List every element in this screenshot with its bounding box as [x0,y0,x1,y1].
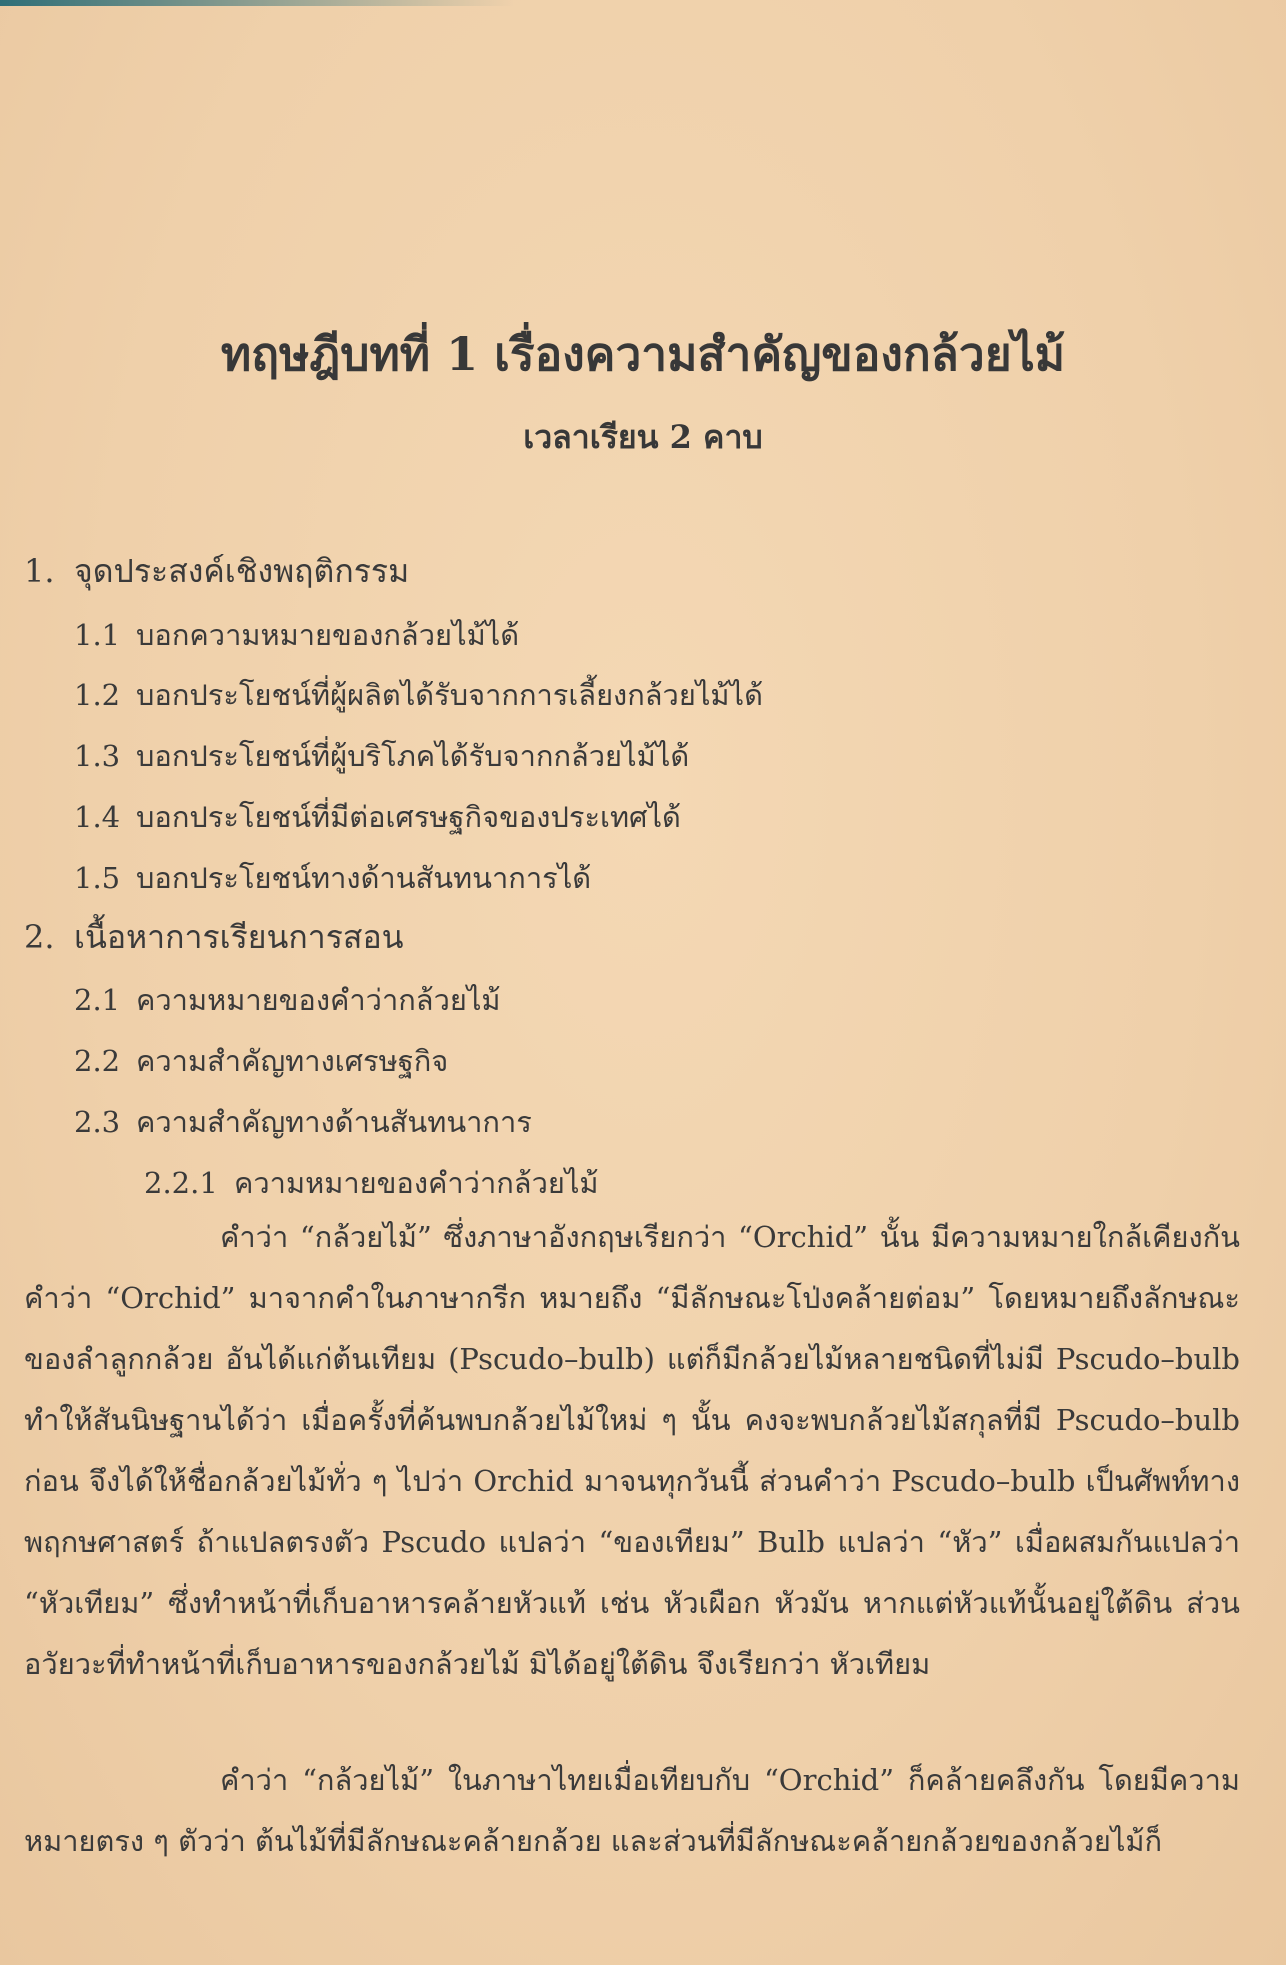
item-text: บอกประโยชน์ทางด้านสันทนาการได้ [136,861,592,895]
list-item [74,855,591,901]
list-item [74,1038,448,1084]
section-title: จุดประสงค์เชิงพฤติกรรม [74,552,410,590]
item-number: 2.2 [74,1044,121,1078]
list-item [74,733,689,779]
section-heading [24,546,409,597]
item-text: บอกความหมายของกล้วยไม้ได้ [136,618,520,652]
section-heading [24,912,404,963]
list-item [74,794,681,840]
list-item [74,612,519,658]
chapter-title: ทฤษฎีบทที่ 1 เรื่องความสำคัญของกล้วยไม้ [220,327,1066,381]
item-text: บอกประโยชน์ที่ผู้ผลิตได้รับจากการเลี้ยงกล้วยไม้ได้ [136,678,763,712]
section-title: เนื้อหาการเรียนการสอน [74,918,404,956]
section-number: 2. [24,918,55,956]
list-item [74,1099,532,1145]
item-text: ความหมายของคำว่ากล้วยไม้ [136,983,501,1017]
item-text: บอกประโยชน์ที่ผู้บริโภคได้รับจากกล้วยไม้ได้ [136,739,690,773]
item-number: 1.1 [74,618,121,652]
body-paragraph: คำว่า “กล้วยไม้” ในภาษาไทยเมื่อเทียบกับ “Orchid” ก็คล้ายคลึงกัน โดยมีความหมายตรง ๆ ตัวว่า ต้นไม้ที่มีลักษณะคล้ายกล้วย และส่วนที่มีลักษณะคล้ายกล้วยของกล้วยไม้ก็ [24,1763,1240,1858]
item-number: 1.2 [74,678,121,712]
chapter-subtitle: เวลาเรียน 2 คาบ [523,418,763,456]
item-number: 1.5 [74,861,121,895]
subsection-title: ความหมายของคำว่ากล้วยไม้ [234,1166,599,1200]
item-number: 2.1 [74,983,121,1017]
item-number: 1.4 [74,800,121,834]
list-item [74,672,763,718]
item-text: ความสำคัญทางเศรษฐกิจ [136,1044,449,1078]
subsection-heading [144,1160,599,1206]
subsection-number: 2.2.1 [144,1166,218,1200]
section-number: 1. [24,552,55,590]
item-text: บอกประโยชน์ที่มีต่อเศรษฐกิจของประเทศได้ [136,800,681,834]
item-text: ความสำคัญทางด้านสันทนาการ [136,1105,532,1139]
item-number: 2.3 [74,1105,121,1139]
item-number: 1.3 [74,739,121,773]
body-paragraph: คำว่า “กล้วยไม้” ซึ่งภาษาอังกฤษเรียกว่า “Orchid” นั้น มีความหมายใกล้เคียงกัน คำว่า “Orchid” มาจากคำในภาษากรีก หมายถึง “มีลักษณะโป่งคล้ายต่อม” โดยหมายถึงลักษณะของลำลูกกล้วย อันได้แก่ต้นเทียม (Pscudo–bulb) แต่ก็มีกล้วยไม้หลายชนิดที่ไม่มี Pscudo–bulb ทำให้สันนิษฐานได้ว่า เมื่อครั้งที่ค้นพบกล้วยไม้ใหม่ ๆ นั้น คงจะพบกล้วยไม้สกุลที่มี Pscudo–bulb ก่อน จึงได้ให้ชื่อกล้วยไม้ทั่ว ๆ ไปว่า Orchid มาจนทุกวันนี้ ส่วนคำว่า Pscudo–bulb เป็นศัพท์ทางพฤกษศาสตร์ ถ้าแปลตรงตัว Pscudo แปลว่า “ของเทียม” Bulb แปลว่า “หัว” เมื่อผสมกันแปลว่า “หัวเทียม” ซึ่งทำหน้าที่เก็บอาหารคล้ายหัวแท้ เช่น หัวเผือก หัวมัน หากแต่หัวแท้นั้นอยู่ใต้ดิน ส่วนอวัยวะที่ทำหน้าที่เก็บอาหารของกล้วยไม้ มิได้อยู่ใต้ดิน จึงเรียกว่า หัวเทียม [24,1220,1240,1681]
list-item [74,977,501,1023]
page-edge [0,0,1286,6]
